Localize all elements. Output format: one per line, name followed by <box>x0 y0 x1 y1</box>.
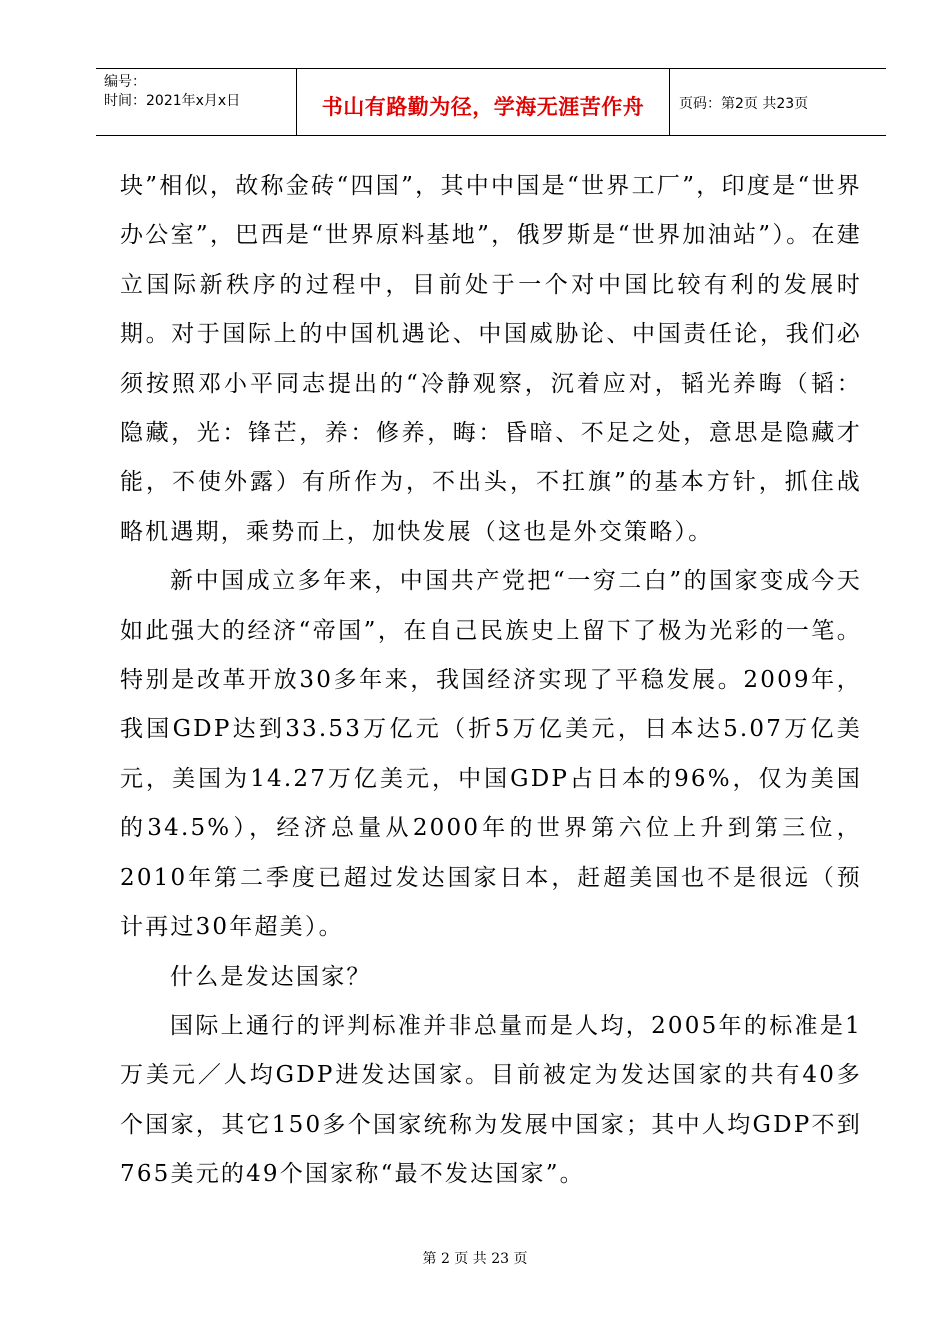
paragraph-continued: 块”相似，故称金砖“四国”，其中中国是“世界工厂”，印度是“世界办公室”，巴西是“世界原料基地”，俄罗斯是“世界加油站”）。在建立国际新秩序的过程中，目前处于一个对中国比较有利的发展时期。对于国际上的中国机遇论、中国威胁论、中国责任论，我们必须按照邓小平同志提出的“冷静观察，沉着应对，韬光养晦（韬：隐藏，光：锋芒，养：修养，晦：昏暗、不足之处，意思是隐藏才能，不使外露）有所作为，不出头，不扛旗”的基本方针，抓住战略机遇期，乘势而上，加快发展（这也是外交策略）。 <box>120 173 862 545</box>
paragraph-question: 什么是发达国家？ <box>170 963 372 990</box>
serial-number-label: 编号： <box>104 74 146 90</box>
header-motto: 书山有路勤为径，学海无涯苦作舟 <box>321 95 645 119</box>
header-meta <box>104 73 240 111</box>
header-divider <box>669 69 670 135</box>
document-body <box>120 162 862 1200</box>
paragraph: 国际上通行的评判标准并非总量而是人均，2005年的标准是1万美元／人均GDP进发达国家。目前被定为发达国家的共有40多个国家，其它150多个国家统称为发展中国家；其中人均GDP不到765美元的49个国家称“最不发达国家”。 <box>120 1012 862 1188</box>
header-page-info: 页码：第2页 共23页 <box>679 96 809 112</box>
page-header <box>96 68 886 136</box>
page-footer: 第 2 页 共 23 页 <box>422 1251 528 1267</box>
paragraph: 新中国成立多年来，中国共产党把“一穷二白”的国家变成今天如此强大的经济“帝国”，在自己民族史上留下了极为光彩的一笔。特别是改革开放30多年来，我国经济实现了平稳发展。2009年，我国GDP达到33.53万亿元（折5万亿美元，日本达5.07万亿美元，美国为14.27万亿美元，中国GDP占日本的96%，仅为美国的34.5%），经济总量从2000年的世界第六位上升到第三位，2010年第二季度已超过发达国家日本，赶超美国也不是很远（预计再过30年超美）。 <box>120 568 862 941</box>
time-label: 时间：2021年x月x日 <box>104 93 241 109</box>
